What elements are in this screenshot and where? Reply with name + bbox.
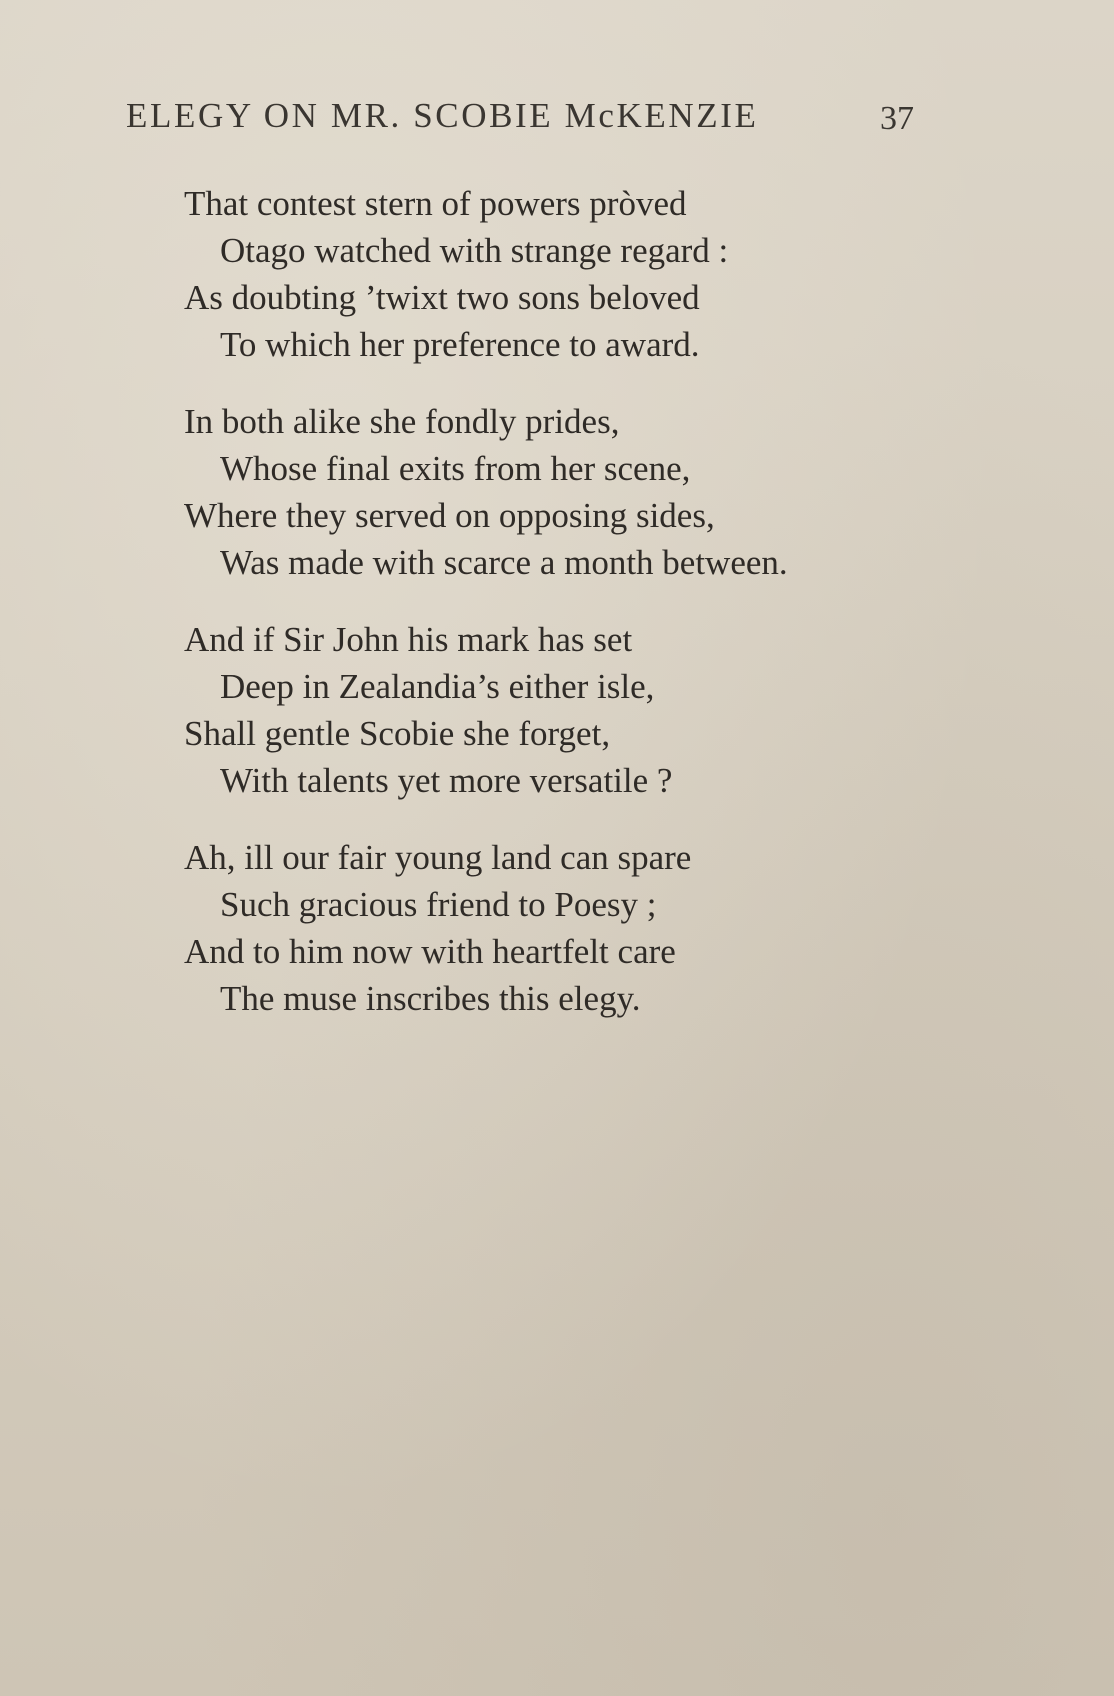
stanza-4 (184, 834, 924, 1022)
poem-line: The muse inscribes this elegy. (220, 979, 641, 1018)
running-title: ELEGY ON MR. SCOBIE McKENZIE (126, 96, 759, 135)
page-number: 37 (880, 100, 914, 137)
poem-line: That contest stern of powers pròved (184, 184, 687, 223)
stanza-2 (184, 398, 924, 586)
poem (184, 180, 924, 1052)
poem-line: And to him now with heartfelt care (184, 932, 676, 971)
poem-line: To which her preference to award. (220, 325, 700, 364)
poem-line: Such gracious friend to Poesy ; (220, 885, 657, 924)
poem-line: Deep in Zealandia’s either isle, (220, 667, 655, 706)
poem-line: And if Sir John his mark has set (184, 620, 633, 659)
running-head (126, 96, 916, 146)
poem-line: As doubting ’twixt two sons beloved (184, 278, 700, 317)
poem-line: In both alike she fondly prides, (184, 402, 620, 441)
poem-line: With talents yet more versatile ? (220, 761, 673, 800)
poem-line: Otago watched with strange regard : (220, 231, 729, 270)
poem-line: Shall gentle Scobie she forget, (184, 714, 611, 753)
poem-line: Where they served on opposing sides, (184, 496, 715, 535)
poem-line: Whose final exits from her scene, (220, 449, 691, 488)
poem-line: Was made with scarce a month between. (220, 543, 788, 582)
stanza-1 (184, 180, 924, 368)
stanza-3 (184, 616, 924, 804)
poem-line: Ah, ill our fair young land can spare (184, 838, 692, 877)
